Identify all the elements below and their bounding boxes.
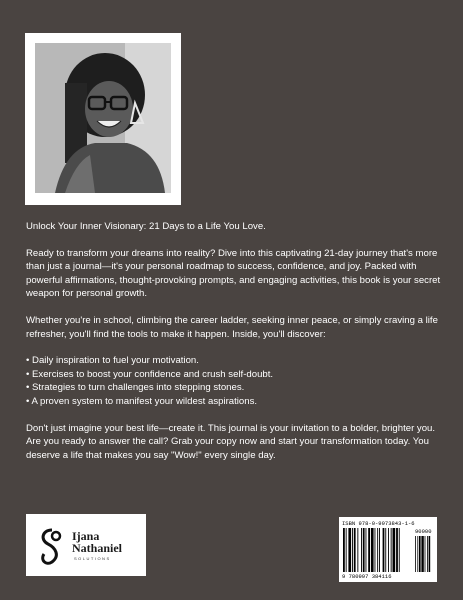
publisher-logo <box>26 514 146 576</box>
paragraph-1: Ready to transform your dreams into reality? Dive into this captivating 21-day journey that's more than just a journal—it's your personal roadmap to success, confidence, and joy. Packed with powerful affirmations, thought-provoking prompts, and engaging activities, this book is your secret weapon for personal growth. <box>26 247 441 300</box>
barcode-bar <box>375 528 376 572</box>
discover-list <box>26 354 442 408</box>
barcode-bar <box>393 528 396 572</box>
barcode-bar <box>379 528 380 572</box>
barcode-bar <box>391 528 392 572</box>
logo-tagline: SOLUTIONS <box>74 556 111 561</box>
paragraph-3: Don't just imagine your best life—create it. This journal is your invitation to a bolder, brighter you. Are you ready to answer the call? Grab your copy now and start your transformation today. You deserve a life that makes you say "Wow!" every single day. <box>26 422 436 461</box>
isbn-label: ISBN 978-0-9973843-1-6 <box>342 520 415 527</box>
barcode-bar <box>343 528 345 572</box>
barcode-bar <box>352 528 353 572</box>
barcode-bar <box>388 528 389 572</box>
list-item: • Exercises to boost your confidence and crush self-doubt. <box>26 368 274 380</box>
barcode-panel <box>339 517 437 582</box>
author-photo-illustration <box>35 43 171 193</box>
barcode-bar <box>363 528 365 572</box>
paragraph-2: Whether you're in school, climbing the career ladder, seeking inner peace, or simply craving a life refresher, you'll find the tools to make it happen. Inside, you'll discover: <box>26 314 438 340</box>
back-cover-description <box>26 220 442 475</box>
barcode-addon-bar <box>421 536 423 572</box>
barcode-addon-bar <box>425 536 426 572</box>
barcode-bar <box>357 528 358 572</box>
barcode-bar <box>396 528 398 572</box>
barcode-addon-bar <box>427 536 428 572</box>
barcode-bar <box>366 528 367 572</box>
logo-mark-icon <box>34 526 70 566</box>
author-photo-frame <box>25 33 181 205</box>
barcode-bar <box>354 528 356 572</box>
barcode-bar <box>371 528 374 572</box>
list-item: • Daily inspiration to fuel your motivation. <box>26 355 199 367</box>
barcode-addon-bar <box>429 536 431 572</box>
barcode-bar <box>348 528 351 572</box>
barcode-bar <box>368 528 370 572</box>
barcode-addon-bar <box>417 536 418 572</box>
barcode-number: 9 780997 384116 <box>342 573 392 580</box>
list-item: • Strategies to turn challenges into stepping stones. <box>26 382 245 394</box>
barcode-addon-bar <box>419 536 421 572</box>
barcode-bar <box>377 528 378 572</box>
barcode-bar <box>383 528 385 572</box>
logo-name-first: Ijana <box>72 529 100 543</box>
barcode-addon-bar <box>415 536 416 572</box>
price-code: 90000 <box>415 528 432 535</box>
barcode-bar <box>361 528 362 572</box>
logo-name-last: Nathaniel <box>72 541 123 555</box>
author-photo <box>35 43 171 193</box>
barcode-bar <box>346 528 347 572</box>
list-item: • A proven system to manifest your wildest aspirations. <box>26 395 258 407</box>
barcode-bar <box>385 528 386 572</box>
intro-line: Unlock Your Inner Visionary: 21 Days to a Life You Love. <box>26 221 266 232</box>
barcode-bar <box>399 528 400 572</box>
